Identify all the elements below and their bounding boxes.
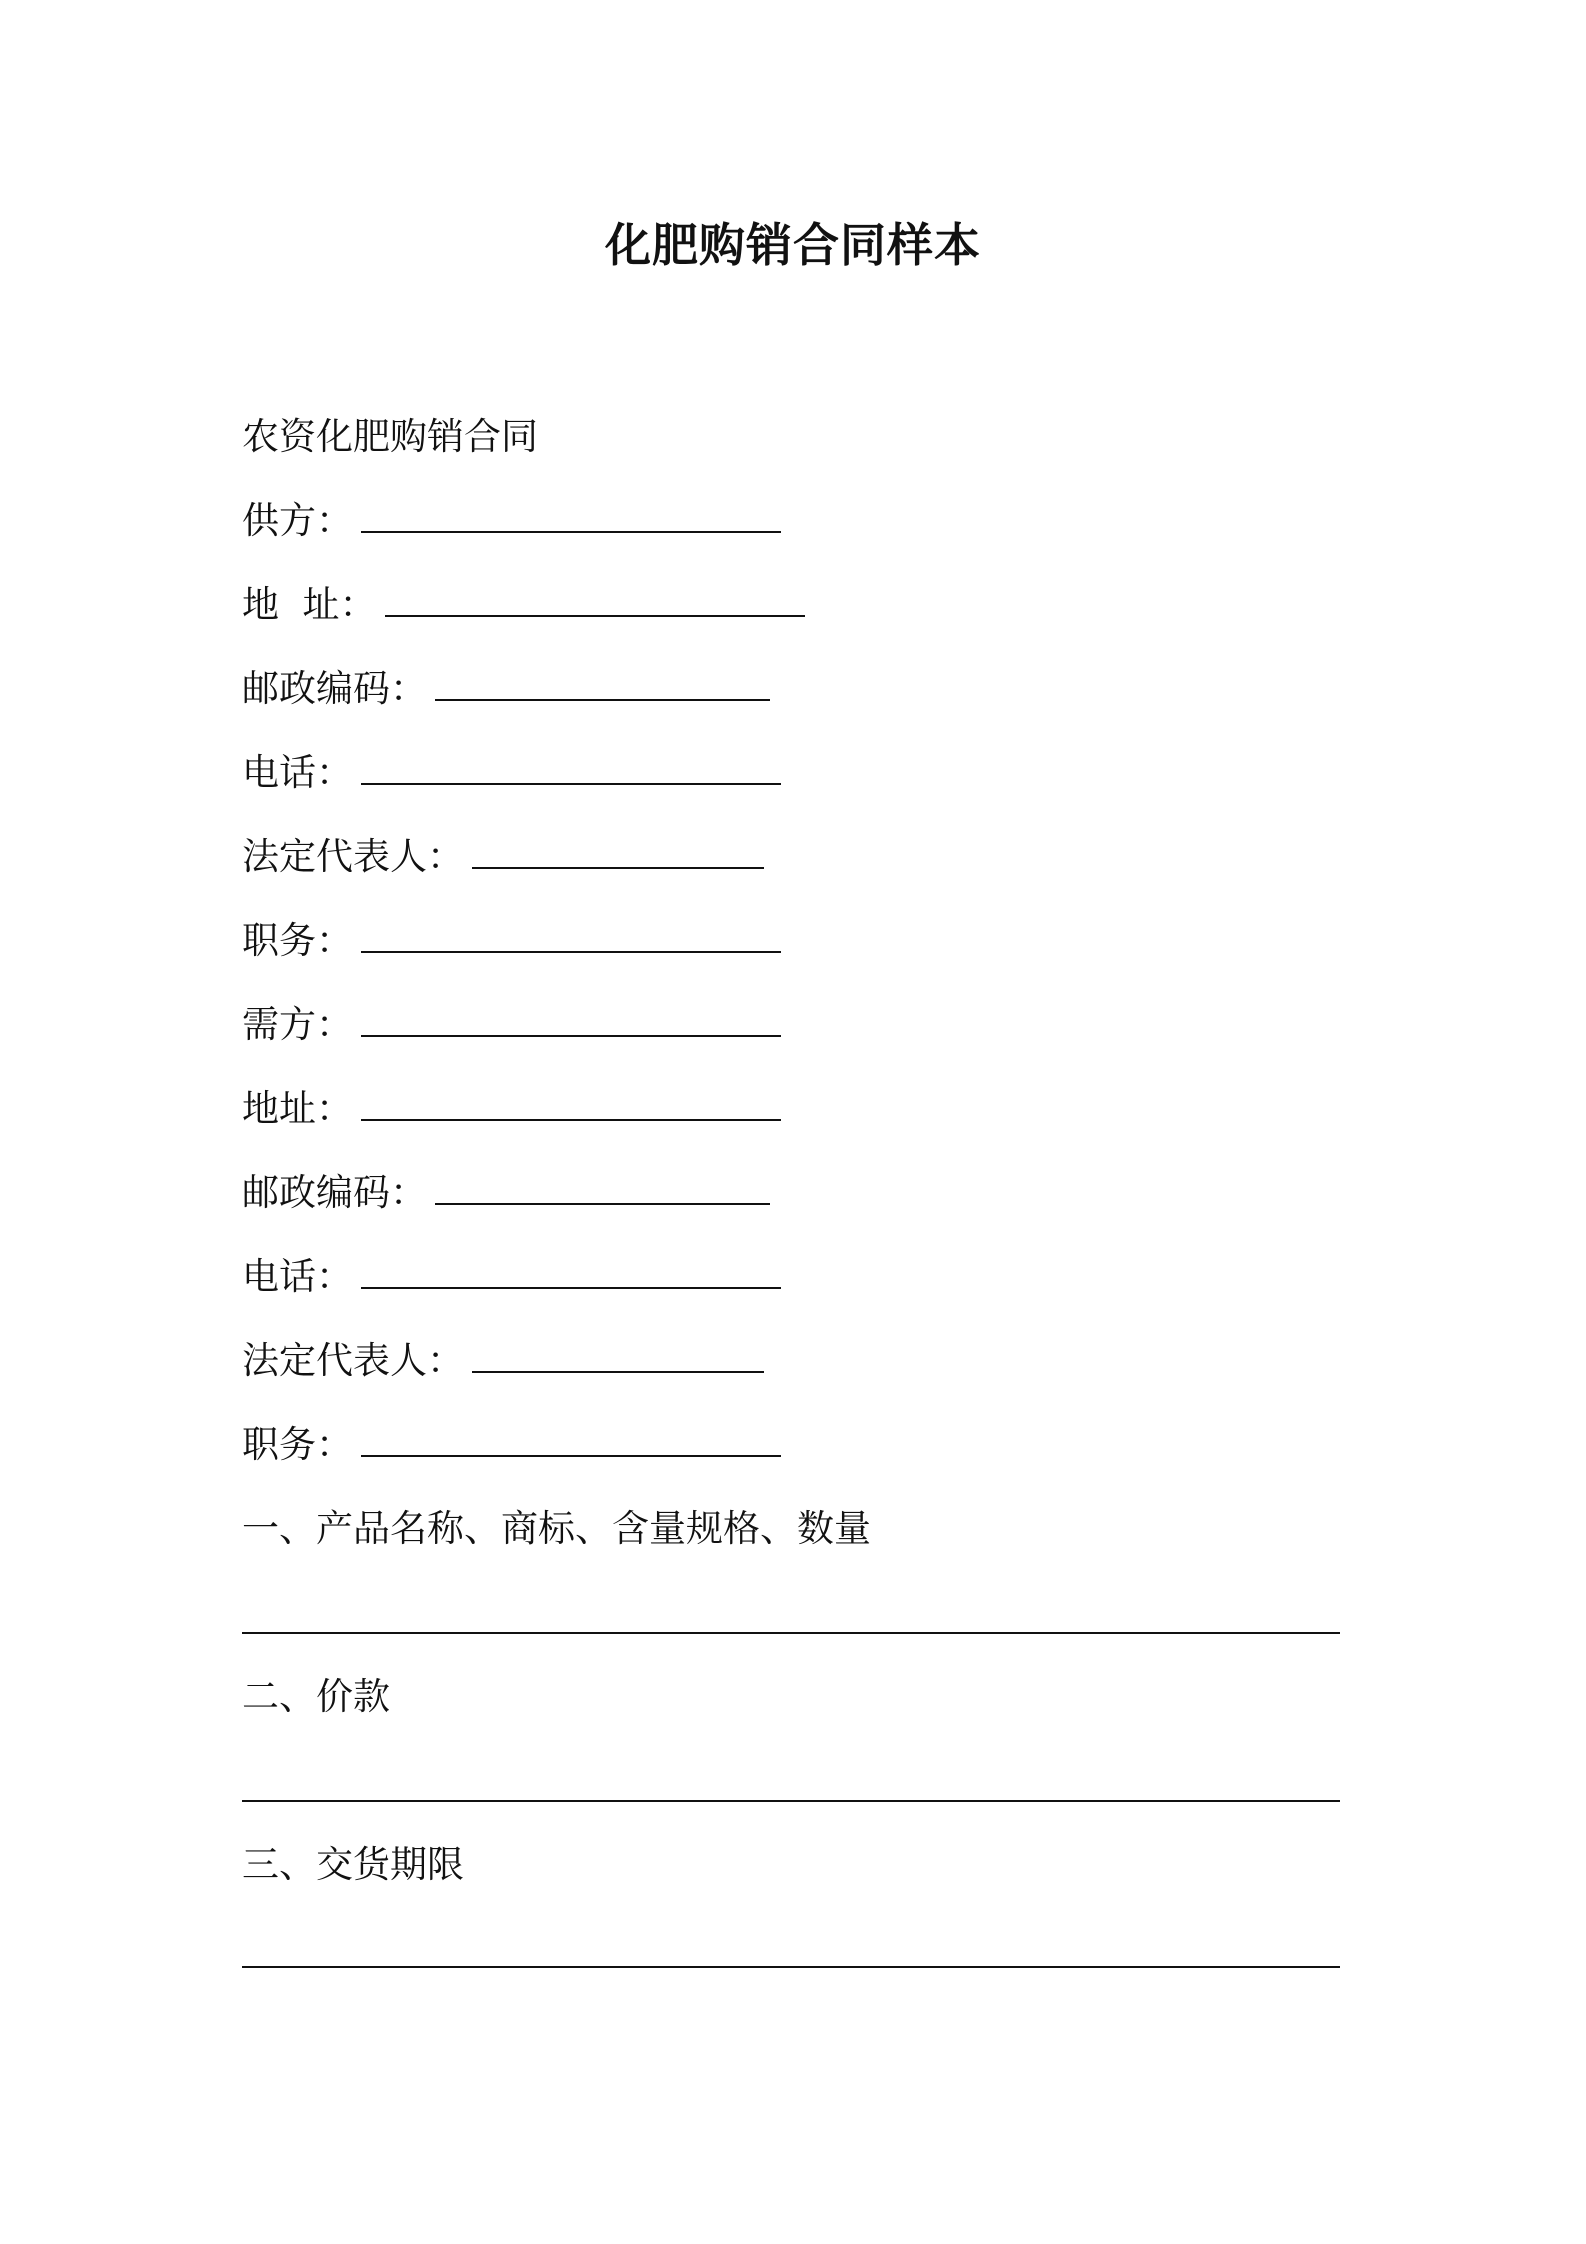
buyer-address-blank[interactable] — [361, 1089, 781, 1121]
buyer-position-label: 职务： — [242, 1423, 353, 1466]
supplier-position-row — [242, 916, 781, 966]
section-heading-1-text: 一、产品名称、商标、含量规格、数量 — [242, 1507, 871, 1550]
section-heading-3 — [242, 1840, 464, 1890]
supplier-postcode-label: 邮政编码： — [242, 667, 427, 710]
subtitle-text: 农资化肥购销合同 — [242, 415, 538, 458]
supplier-party-row — [242, 496, 781, 546]
buyer-postcode-blank[interactable] — [435, 1173, 770, 1205]
buyer-legal-rep-row — [242, 1336, 764, 1386]
section-heading-2-text: 二、价款 — [242, 1675, 390, 1718]
document-title: 化肥购销合同样本 — [605, 218, 981, 272]
supplier-postcode-row — [242, 664, 770, 714]
section-2-blank-line[interactable] — [242, 1800, 1340, 1802]
supplier-address-label: 地 址： — [242, 583, 377, 626]
buyer-postcode-row — [242, 1168, 770, 1218]
supplier-phone-label: 电话： — [242, 751, 353, 794]
supplier-phone-row — [242, 748, 781, 798]
buyer-phone-blank[interactable] — [361, 1257, 781, 1289]
buyer-phone-label: 电话： — [242, 1255, 353, 1298]
supplier-position-blank[interactable] — [361, 921, 781, 953]
section-heading-3-text: 三、交货期限 — [242, 1843, 464, 1886]
buyer-party-row — [242, 1000, 781, 1050]
supplier-party-blank[interactable] — [361, 501, 781, 533]
buyer-legal-rep-label: 法定代表人： — [242, 1339, 464, 1382]
section-3-blank-line[interactable] — [242, 1966, 1340, 1968]
buyer-legal-rep-blank[interactable] — [472, 1341, 764, 1373]
buyer-party-blank[interactable] — [361, 1005, 781, 1037]
supplier-postcode-blank[interactable] — [435, 669, 770, 701]
supplier-address-blank[interactable] — [385, 585, 805, 617]
buyer-position-blank[interactable] — [361, 1425, 781, 1457]
buyer-address-row — [242, 1084, 781, 1134]
supplier-legal-rep-label: 法定代表人： — [242, 835, 464, 878]
buyer-postcode-label: 邮政编码： — [242, 1171, 427, 1214]
supplier-position-label: 职务： — [242, 919, 353, 962]
buyer-address-label: 地址： — [242, 1087, 353, 1130]
buyer-position-row — [242, 1420, 781, 1470]
supplier-legal-rep-blank[interactable] — [472, 837, 764, 869]
supplier-address-row — [242, 580, 805, 630]
buyer-party-label: 需方： — [242, 1003, 353, 1046]
supplier-party-label: 供方： — [242, 499, 353, 542]
section-heading-1 — [242, 1504, 871, 1554]
document-subtitle — [242, 412, 538, 462]
buyer-phone-row — [242, 1252, 781, 1302]
section-1-blank-line[interactable] — [242, 1632, 1340, 1634]
supplier-phone-blank[interactable] — [361, 753, 781, 785]
supplier-legal-rep-row — [242, 832, 764, 882]
section-heading-2 — [242, 1672, 390, 1722]
